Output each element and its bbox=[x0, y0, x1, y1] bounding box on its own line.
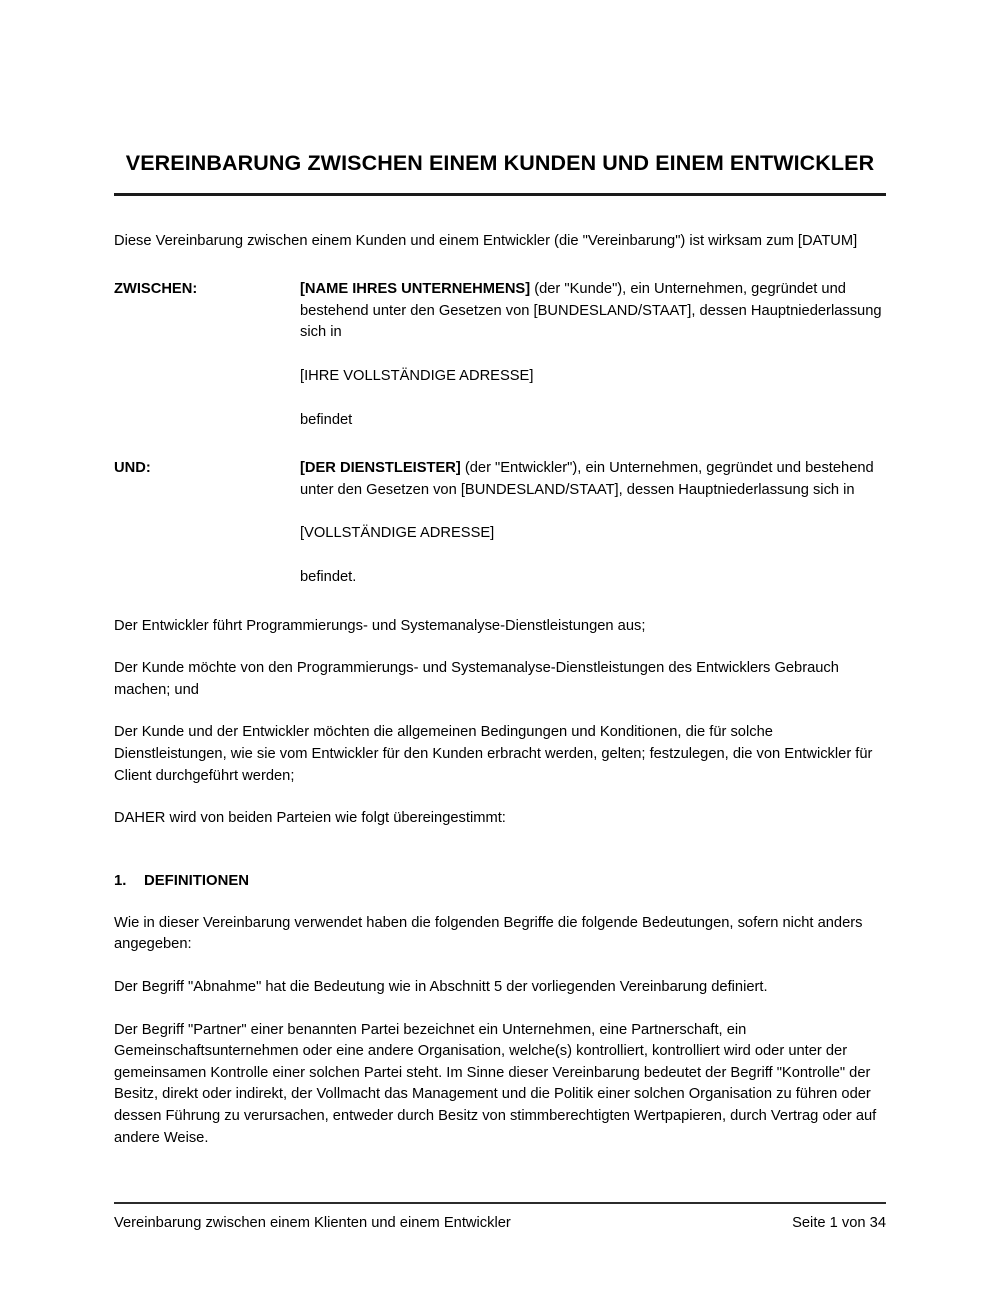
section-paragraph: Der Begriff "Partner" einer benannten Partei bezeichnet ein Unternehmen, eine Partnerschaft, ein Gemeinschaftsunternehmen oder eine andere Organisation, welche(s) kontrolliert, kontrolliert wird oder unter der gemeinsamen Kontrolle einer solchen Partei steht. Im Sinne dieser Vereinbarung bedeutet der Begriff "Kontrolle" der Besitz, direkt oder indirekt, der Vollmacht das Management und die Politik einer solchen Organisation zu führen oder dessen Führung zu verursachen, entweder durch Besitz von stimmberechtigten Wertpapieren, durch Vertrag oder auf andere Weise. bbox=[114, 1021, 877, 1146]
section-number: 1. bbox=[114, 872, 127, 889]
section-heading-definitions bbox=[114, 871, 886, 892]
party-description-developer: (der "Entwickler"), ein Unternehmen, gegründet und bestehend unter den Gesetzen von [BUNDESLAND/STAAT], dessen Hauptniederlassung sich in bbox=[300, 460, 874, 498]
party-label-developer: UND: bbox=[114, 460, 151, 477]
footer-row bbox=[114, 1213, 886, 1234]
spacer bbox=[114, 999, 886, 1020]
spacer bbox=[114, 956, 886, 977]
section-paragraph: Wie in dieser Vereinbarung verwendet haben die folgenden Begriffe die folgende Bedeutungen, sofern nicht anders angegeben: bbox=[114, 914, 863, 953]
party-name-developer: [DER DIENSTLEISTER] bbox=[300, 460, 461, 477]
spacer bbox=[114, 252, 886, 279]
spacer bbox=[114, 637, 886, 658]
party-block-client bbox=[114, 279, 886, 431]
recital-paragraph: Der Kunde möchte von den Programmierungs- und Systemanalyse-Dienstleistungen des Entwicklers Gebrauch machen; und bbox=[114, 660, 839, 698]
party-label-client: ZWISCHEN: bbox=[114, 281, 198, 298]
footer-page-number: Seite 1 von 34 bbox=[792, 1215, 886, 1232]
spacer bbox=[114, 431, 886, 458]
recital-paragraph: Der Kunde und der Entwickler möchten die allgemeinen Bedingungen und Konditionen, die für solche Dienstleistungen, wie sie vom Entwickler für den Kunden erbracht werden, gelten; festzulegen, die von Entwickler für Client durchgeführt werden; bbox=[114, 724, 873, 784]
party-address-developer: [VOLLSTÄNDIGE ADRESSE] bbox=[300, 525, 495, 542]
footer-document-name: Vereinbarung zwischen einem Klienten und einem Entwickler bbox=[114, 1215, 511, 1232]
party-details-client bbox=[300, 279, 886, 431]
spacer bbox=[114, 701, 886, 722]
recital-paragraph: Der Entwickler führt Programmierungs- und Systemanalyse-Dienstleistungen aus; bbox=[114, 617, 646, 634]
document-body bbox=[114, 0, 886, 1149]
party-closing-client: befindet bbox=[300, 411, 353, 428]
title-divider bbox=[114, 193, 886, 196]
spacer bbox=[114, 830, 886, 857]
intro-paragraph: Diese Vereinbarung zwischen einem Kunden und einem Entwickler (die "Vereinbarung") ist wirksam zum [DATUM] bbox=[114, 232, 858, 249]
party-details-developer bbox=[300, 458, 886, 588]
spacer bbox=[114, 204, 886, 231]
section-paragraph: Der Begriff "Abnahme" hat die Bedeutung wie in Abschnitt 5 der vorliegenden Vereinbarung definiert. bbox=[114, 978, 768, 995]
page-title: VEREINBARUNG ZWISCHEN EINEM KUNDEN UND EINEM ENTWICKLER bbox=[125, 151, 875, 175]
party-intro-client bbox=[300, 279, 886, 344]
party-name-client: [NAME IHRES UNTERNEHMENS] bbox=[300, 281, 531, 298]
spacer bbox=[114, 892, 886, 913]
recital-paragraph: DAHER wird von beiden Parteien wie folgt übereingestimmt: bbox=[114, 810, 506, 827]
spacer bbox=[114, 857, 886, 871]
spacer bbox=[114, 787, 886, 808]
party-intro-developer bbox=[300, 458, 886, 501]
party-description-client: (der "Kunde"), ein Unternehmen, gegründet und bestehend unter den Gesetzen von [BUNDESLAND/STAAT], dessen Hauptniederlassung sich in bbox=[300, 281, 882, 341]
party-closing-developer: befindet. bbox=[300, 569, 357, 585]
section-title: DEFINITIONEN bbox=[144, 872, 250, 889]
party-block-developer bbox=[114, 458, 886, 588]
page-footer bbox=[114, 1202, 886, 1234]
footer-divider bbox=[114, 1202, 886, 1204]
spacer bbox=[114, 589, 886, 616]
party-address-client: [IHRE VOLLSTÄNDIGE ADRESSE] bbox=[300, 367, 534, 384]
